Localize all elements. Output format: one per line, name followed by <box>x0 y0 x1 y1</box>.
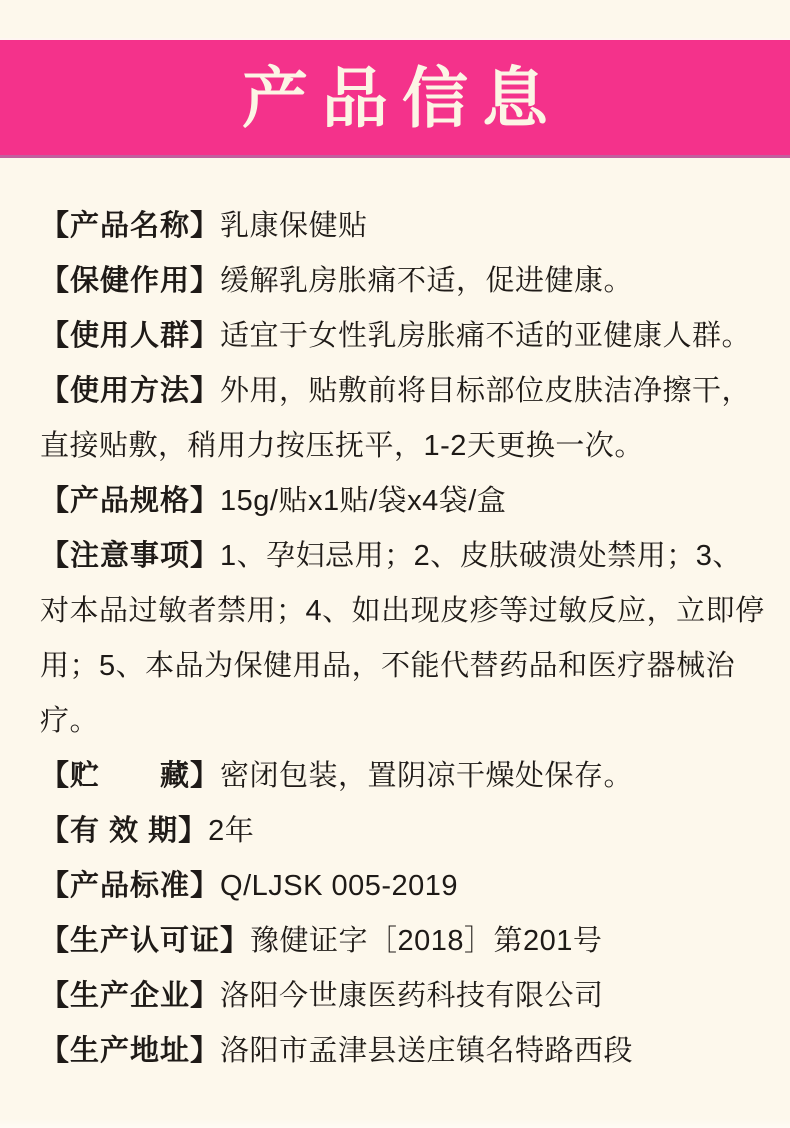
field-value: 缓解乳房胀痛不适，促进健康。 <box>220 265 634 297</box>
field-label: 【生产地址】 <box>40 1035 221 1067</box>
product-detail-row <box>40 969 766 1024</box>
field-label: 【生产认可证】 <box>40 925 251 957</box>
header-banner <box>0 38 790 158</box>
field-value: 15g/贴x1贴/袋x4袋/盒 <box>220 485 507 517</box>
field-label: 【产品名称】 <box>40 210 221 242</box>
bottom-edge-highlight <box>0 1118 790 1128</box>
product-detail-row <box>40 199 766 254</box>
product-detail-row <box>40 474 766 529</box>
product-detail-row <box>40 529 766 749</box>
field-value: 外用，贴敷前将目标部位皮肤洁净擦干，直接贴敷，稍用力按压抚平，1-2天更换一次。 <box>40 375 752 462</box>
field-label: 【产品标准】 <box>40 870 221 902</box>
field-value: 乳康保健贴 <box>220 210 368 242</box>
field-value: 1、孕妇忌用；2、皮肤破溃处禁用；3、对本品过敏者禁用；4、如出现皮疹等过敏反应，立即停用；5、本品为保健用品，不能代替药品和医疗器械治疗。 <box>40 540 765 737</box>
field-value: 密闭包装，置阴凉干燥处保存。 <box>220 760 634 792</box>
product-detail-row <box>40 309 766 364</box>
product-detail-row <box>40 254 766 309</box>
field-label: 【使用人群】 <box>40 320 221 352</box>
field-label: 【有 效 期】 <box>40 815 209 847</box>
product-detail-row <box>40 749 766 804</box>
field-value: 豫健证字［2018］第201号 <box>250 925 603 957</box>
product-detail-row <box>40 804 766 859</box>
product-details <box>0 158 790 1079</box>
product-detail-row <box>40 1024 766 1079</box>
field-value: 洛阳今世康医药科技有限公司 <box>220 980 604 1012</box>
field-value: 适宜于女性乳房胀痛不适的亚健康人群。 <box>220 320 752 352</box>
page-title: 产品信息 <box>242 58 562 137</box>
field-label: 【贮 藏】 <box>40 760 221 792</box>
field-value: Q/LJSK 005-2019 <box>220 870 459 902</box>
field-value: 洛阳市孟津县送庄镇名特路西段 <box>220 1035 634 1067</box>
field-label: 【注意事项】 <box>40 540 221 572</box>
field-label: 【产品规格】 <box>40 485 221 517</box>
product-detail-row <box>40 364 766 474</box>
field-value: 2年 <box>208 815 255 847</box>
top-margin-strip <box>0 0 790 38</box>
field-label: 【保健作用】 <box>40 265 221 297</box>
product-detail-row <box>40 914 766 969</box>
field-label: 【使用方法】 <box>40 375 221 407</box>
product-detail-row <box>40 859 766 914</box>
field-label: 【生产企业】 <box>40 980 221 1012</box>
